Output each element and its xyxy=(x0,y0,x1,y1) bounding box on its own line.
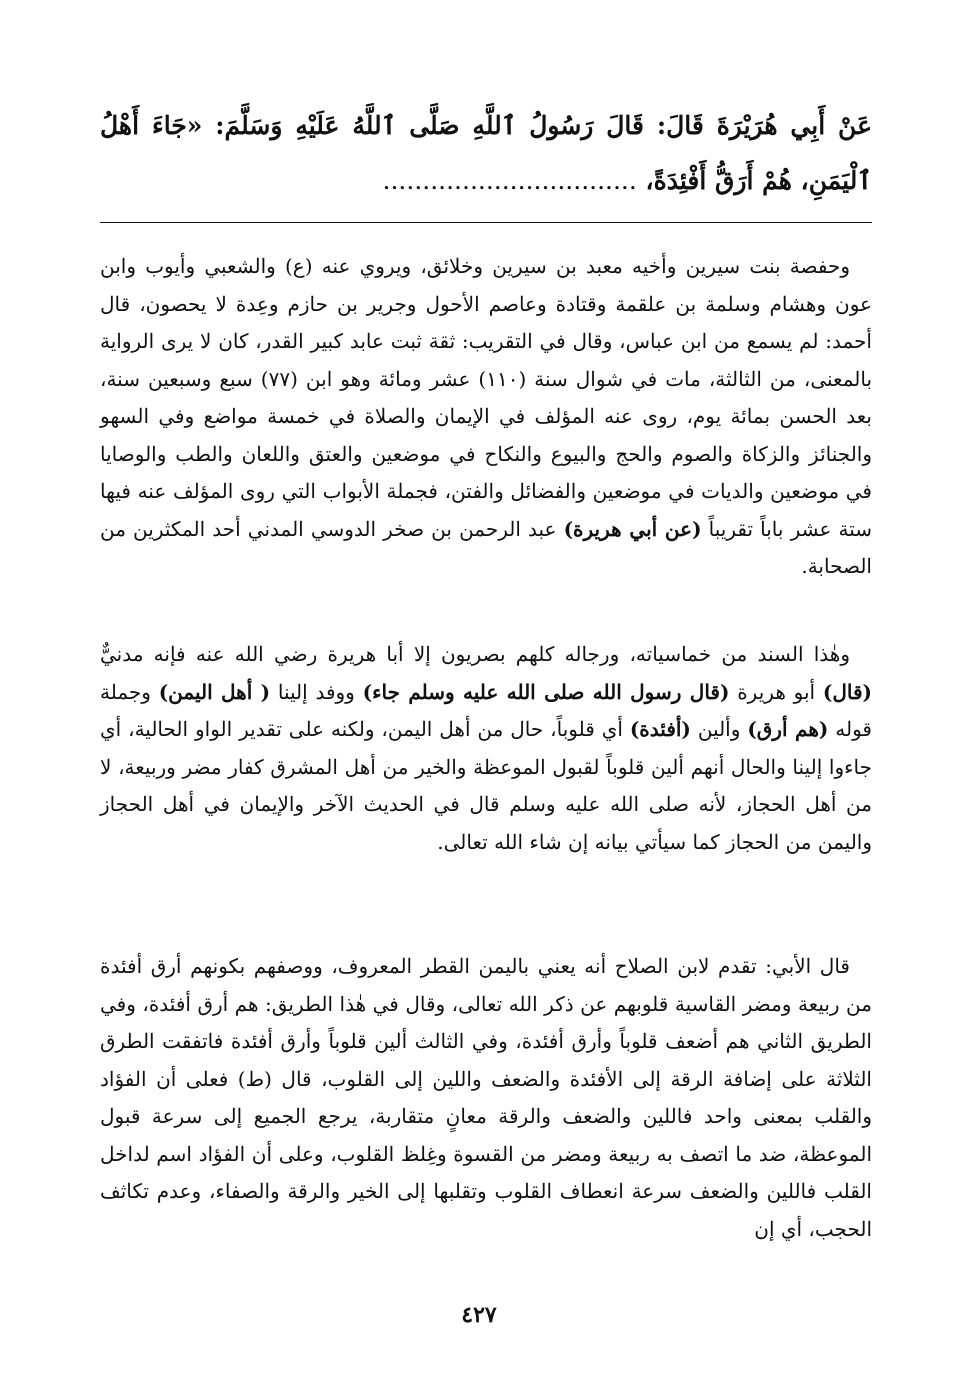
page-number: ٤٢٧ xyxy=(461,1302,497,1328)
commentary-text: وألين xyxy=(690,717,748,741)
commentary-bold-phrase: (عن أبي هريرة) xyxy=(563,516,702,541)
hadith-text-block xyxy=(100,98,872,208)
commentary-text: ووفد إلينا xyxy=(270,679,363,704)
commentary-bold-phrase: ( أهل اليمن) xyxy=(158,679,271,704)
commentary-bold-phrase: (قال رسول الله صلى الله عليه وسلم جاء) xyxy=(362,679,730,704)
commentary-paragraph-3 xyxy=(100,948,872,1248)
hadith-continuation-dots: ................................ xyxy=(382,166,637,195)
commentary-text: وحفصة بنت سيرين وأخيه معبد بن سيرين وخلائق، ويروي عنه (ع) والشعبي وأيوب وابن عون وهشام وسلمة بن علقمة وقتادة وعاصم الأحول وجرير بن حازم وعِدة لا يحصون، قال أحمد: لم يسمع من ابن عباس، وقال في التقريب: ثقة ثبت عابد كبير القدر، كان لا يرى الرواية بالمعنى، من الثالثة، مات في شوال سنة (١١٠) عشر ومائة وهو ابن (٧٧) سبع وسبعين سنة، بعد الحسن بمائة يوم، روى عنه المؤلف في الإيمان والصلاة في خمسة مواضع وفي السهو والجنائز والزكاة والصوم والحج والبيوع والنكاح في موضعين والعتق واللعان والطب والوصايا في موضعين والديات في موضعين والفضائل والفتن، فجملة الأبواب التي روى المؤلف عنه فيها ستة عشر باباً تقريباً xyxy=(100,254,873,541)
hadith-matn: عَنْ أَبِي هُرَيْرَةَ قَالَ: قَالَ رَسُولُ ٱللَّهِ صَلَّى ٱللَّهُ عَلَيْهِ وَسَلَّمَ: «جَاءَ أَهْلُ ٱلْيَمَنِ، هُمْ أَرَقُّ أَفْئِدَةً، xyxy=(100,111,872,195)
commentary-paragraph-2 xyxy=(100,636,872,861)
paragraph xyxy=(100,248,872,586)
paragraph xyxy=(100,636,872,861)
commentary-text: وجملة قوله xyxy=(100,679,872,741)
commentary-bold-phrase: (هم أرق) xyxy=(747,717,829,741)
paragraph xyxy=(100,948,872,1248)
commentary-text: عبد الرحمن بن صخر الدوسي المدني أحد المكثرين من الصحابة. xyxy=(100,516,872,578)
commentary-text: أبو هريرة xyxy=(729,679,823,704)
commentary-text: أي قلوباً، حال من أهل اليمن، ولكنه على تقدير الواو الحالية، أي جاءوا إلينا والحال أنهم ألين قلوباً لقبول الموعظة والخير من أهل المشرق كفار مضر وربيعة، لا من أهل الحجاز، لأنه صلى الله عليه وسلم قال في الحديث الآخر والإيمان في أهل الحجاز واليمن من الحجاز كما سيأتي بيانه إن شاء الله تعالى. xyxy=(100,717,872,854)
commentary-text: قال الأبي: تقدم لابن الصلاح أنه يعني باليمن القطر المعروف، ووصفهم بكونهم أرق أفئدة من ربيعة ومضر القاسية قلوبهم عن ذكر الله تعالى، وقال في هٰذا الطريق: هم أرق أفئدة، وفي الطريق الثاني هم أضعف قلوباً وأرق أفئدة، وفي الثالث ألين قلوباً وأرق أفئدة فاتفقت الطرق الثلاثة على إضافة الرقة إلى الأفئدة والضعف واللين إلى القلوب، قال (ط) فعلى أن الفؤاد والقلب بمعنى واحد فاللين والضعف والرقة معانٍ متقاربة، يرجع الجميع إلى سرعة قبول الموعظة، ضد ما اتصف به ربيعة ومضر من القسوة وغِلظ القلوب، وعلى أن الفؤاد اسم لداخل القلب فاللين والضعف سرعة انعطاف القلوب وتقلبها إلى الخير والرقة والصفاء، وعدم تكاثف الحجب، أي إن xyxy=(100,954,872,1241)
footnote-separator-line xyxy=(100,222,872,223)
commentary-bold-phrase: (قال) xyxy=(822,679,872,704)
commentary-paragraph-1 xyxy=(100,248,872,586)
commentary-text: وهٰذا السند من خماسياته، ورجاله كلهم بصريون إلا أبا هريرة رضي الله عنه فإنه مدنيٌّ xyxy=(100,642,850,666)
commentary-bold-phrase: (أفئدة) xyxy=(629,717,691,741)
